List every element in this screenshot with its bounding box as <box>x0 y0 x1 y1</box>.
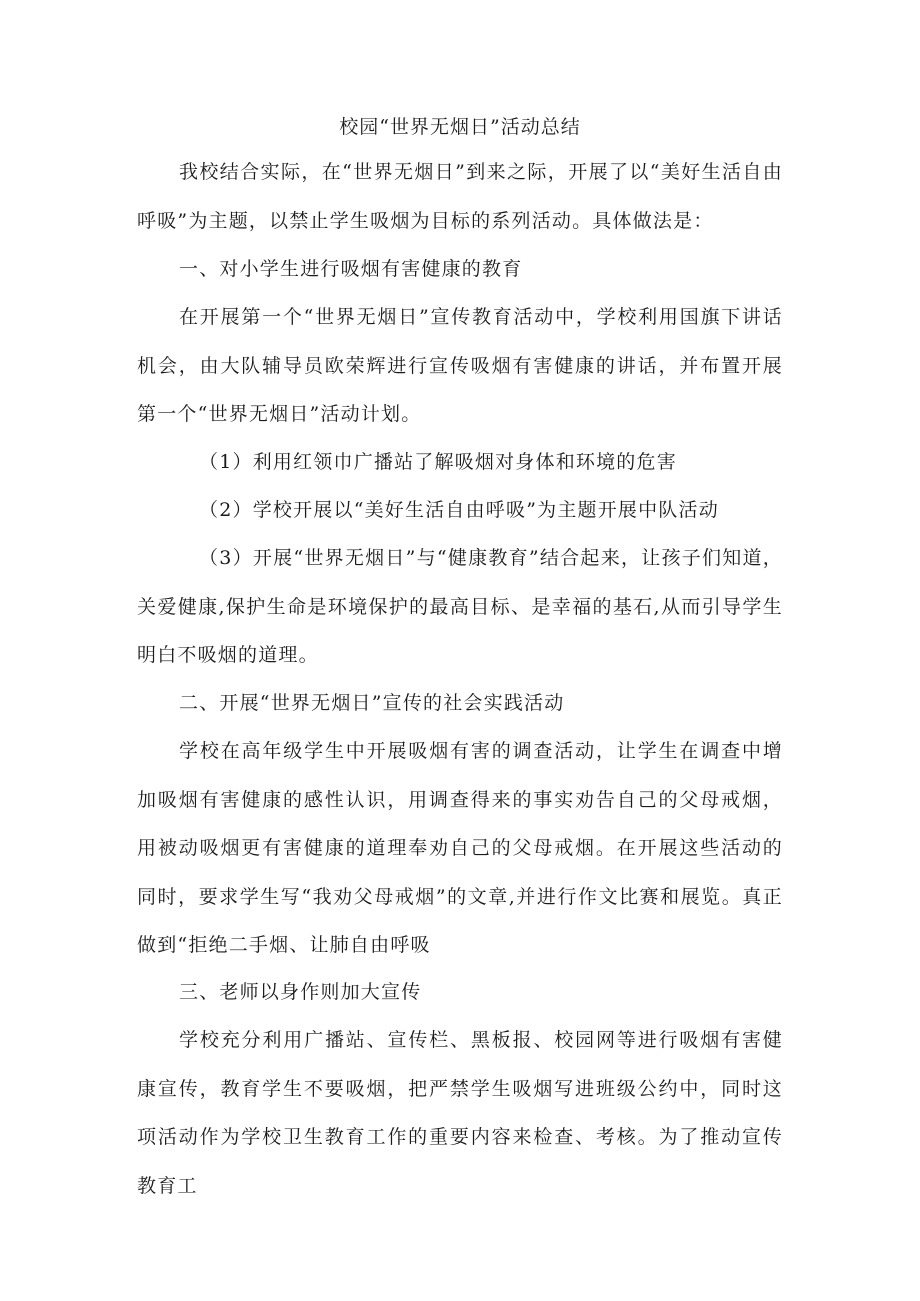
section-2-paragraph: 学校在高年级学生中开展吸烟有害的调查活动，让学生在调查中增加吸烟有害健康的感性认识，用调查得来的事实劝告自己的父母戒烟，用被动吸烟更有害健康的道理奉劝自己的父母戒烟。在开展这些活动的同时，要求学生写“我劝父母戒烟”的文章,并进行作文比赛和展览。真正做到“拒绝二手烟、让肺自由呼吸 <box>137 740 783 956</box>
section-heading-3: 三、老师以身作则加大宣传 <box>179 981 422 1003</box>
section-1-paragraph: 在开展第一个“世界无烟日”宣传教育活动中，学校利用国旗下讲话机会，由大队辅导员欧荣辉进行宣传吸烟有害健康的讲话，并布置开展第一个“世界无烟日”活动计划。 <box>137 306 783 425</box>
section-heading-2: 二、开展“世界无烟日”宣传的社会实践活动 <box>179 692 565 714</box>
list-item-1: （1）利用红领巾广播站了解吸烟对身体和环境的危害 <box>199 451 677 473</box>
intro-paragraph: 我校结合实际，在“世界无烟日”到来之际，开展了以“美好生活自由呼吸”为主题，以禁止学生吸烟为目标的系列活动。具体做法是： <box>137 161 783 232</box>
list-item-3: （3）开展“世界无烟日”与“健康教育”结合起来，让孩子们知道，关爱健康,保护生命是环境保护的最高目标、是幸福的基石,从而引导学生明白不吸烟的道理。 <box>137 547 783 666</box>
list-item-2: （2）学校开展以“美好生活自由呼吸”为主题开展中队活动 <box>199 499 719 521</box>
section-heading-1: 一、对小学生进行吸烟有害健康的教育 <box>179 258 523 280</box>
document-title: 校园“世界无烟日”活动总结 <box>339 116 581 138</box>
section-3-paragraph: 学校充分利用广播站、宣传栏、黑板报、校园网等进行吸烟有害健康宣传，教育学生不要吸烟，把严禁学生吸烟写进班级公约中，同时这项活动作为学校卫生教育工作的重要内容来检查、考核。为了推动宣传教育工 <box>137 1029 783 1197</box>
